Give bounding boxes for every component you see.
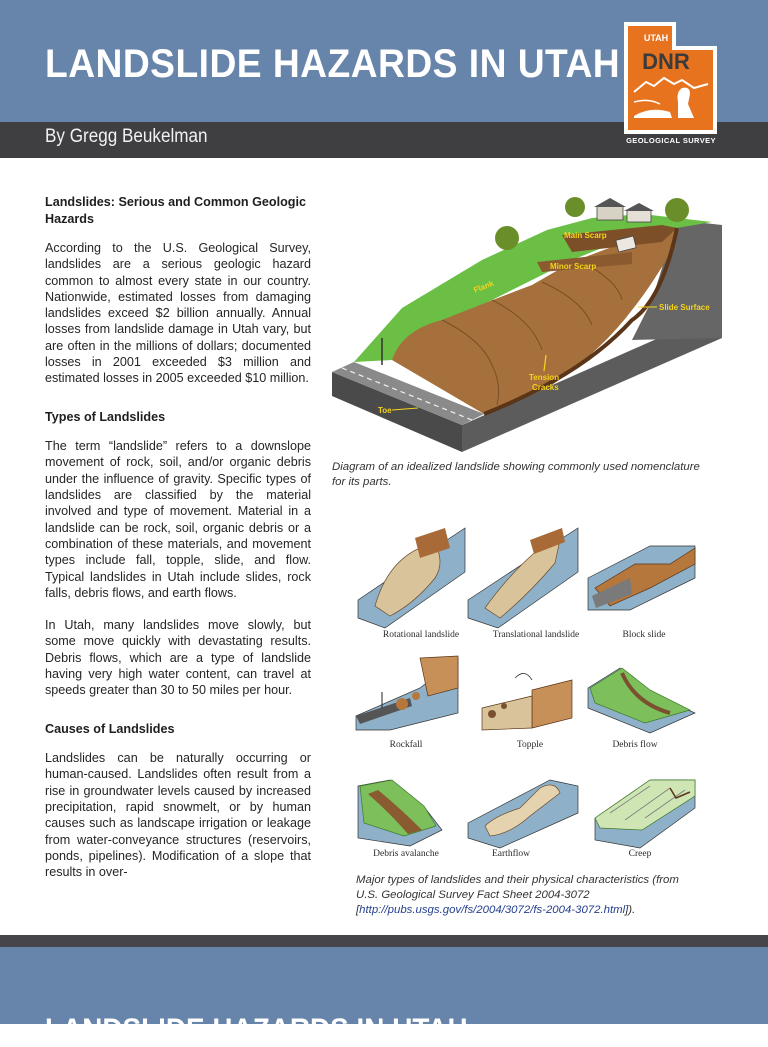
- label-earthflow: Earthflow: [492, 849, 530, 859]
- label-toe: Toe: [378, 406, 392, 415]
- label-tension-cracks-1: Tension: [529, 373, 560, 382]
- label-rotational-landslide: Rotational landslide: [382, 630, 460, 640]
- author-byline: By Gregg Beukelman: [45, 126, 208, 147]
- page-title: LANDSLIDE HAZARDS IN UTAH: [45, 42, 621, 86]
- label-block-slide: Block slide: [622, 630, 666, 640]
- footer-title: LANDSLIDE HAZARDS IN UTAH: [45, 1013, 468, 1046]
- footer-band: [0, 947, 768, 1046]
- paragraph-utah-speed: In Utah, many landslides move slowly, but some move quickly with devastating results. Debris flows, which are a type of landslide having very high water content, can travel at speeds greater than 30 to 50 miles per hour.: [45, 618, 311, 698]
- footer-divider: [0, 935, 768, 947]
- heading-serious-hazards: Landslides: Serious and Common Geologic Hazards: [45, 195, 307, 226]
- paragraph-causes: Landslides can be naturally occurring or human-caused. Landslides often result from a rise in groundwater levels caused by increased precipitation, rapid snowmelt, or by human causes such as landscape irrigation or leakage from water-conveyance structures (reservoirs, ponds, pipelines). Modification of a slope that results in over-: [45, 751, 311, 880]
- thumb-earthflow: [468, 780, 578, 848]
- usgs-fact-sheet-link[interactable]: http://pubs.usgs.gov/fs/2004/3072/fs-2004-3072.html: [359, 904, 626, 916]
- figure2-caption: [356, 873, 701, 918]
- logo-dnr-text: DNR: [642, 49, 690, 74]
- thumb-debris-avalanche: [358, 780, 442, 846]
- label-main-scarp: Main Scarp: [564, 231, 607, 240]
- label-rockfall: Rockfall: [389, 740, 423, 750]
- figure2-caption-end: ]).: [625, 904, 636, 916]
- thumb-block-slide: [588, 546, 695, 610]
- landslide-types-grid: [350, 518, 710, 868]
- logo-utah-text: UTAH: [643, 33, 669, 43]
- diagram-tree-3: [495, 226, 519, 250]
- label-topple: Topple: [516, 740, 544, 750]
- thumb-translational-landslide: [468, 528, 578, 628]
- paragraph-losses: According to the U.S. Geological Survey, landslides are a serious geologic hazard common to almost every state in our country. Nationwide, estimated losses from damaging landslides exceed $2 billion annually. Annual losses from landslide damage in Utah vary, but are often in the millions of dollars; documented losses in 2001 exceeded $3 million and estimated losses in 2005 exceeded $10 million.: [45, 241, 311, 386]
- label-slide-surface: Slide Surface: [659, 303, 710, 312]
- thumb-rockfall: [356, 656, 458, 730]
- thumb-rotational-landslide: [358, 528, 465, 628]
- label-minor-scarp: Minor Scarp: [550, 262, 597, 271]
- landslide-block-diagram: [332, 190, 732, 455]
- utah-dnr-logo: [620, 20, 721, 148]
- heading-types: Types of Landslides: [45, 409, 166, 424]
- diagram-tree-1: [565, 197, 585, 217]
- figure1-caption: Diagram of an idealized landslide showing commonly used nomenclature for its parts.: [332, 461, 700, 488]
- figure2-caption-text: Major types of landslides and their physical characteristics (from U.S. Geological Survey Fact Sheet 2004-3072 [: [356, 874, 679, 916]
- thumb-debris-flow: [588, 668, 695, 733]
- label-creep: Creep: [628, 849, 652, 859]
- diagram-house-1: [597, 206, 623, 220]
- label-translational-landslide: Translational landslide: [492, 630, 580, 640]
- article-column: [45, 194, 311, 881]
- label-tension-cracks-2: Cracks: [532, 383, 559, 392]
- diagram-tree-2: [665, 198, 689, 222]
- label-debris-avalanche: Debris avalanche: [373, 849, 439, 859]
- paragraph-types: The term “landslide” refers to a downslope movement of rock, soil, and/or organic debris under the influence of gravity. Specific types of landslides are classified by the material involved and type of movement. Material in a landslide can be rock, soil, organic debris or a combination of these materials, and movement types include fall, topple, slide, and flow. Typical landslides in Utah include slides, rock falls, debris flows, and earth flows.: [45, 439, 311, 600]
- label-debris-flow: Debris flow: [612, 740, 658, 750]
- logo-caption: GEOLOGICAL SURVEY: [626, 136, 716, 145]
- label-flank: Flank: [472, 278, 496, 295]
- thumb-topple: [482, 673, 572, 730]
- heading-causes: Causes of Landslides: [45, 721, 175, 736]
- thumb-creep: [595, 780, 695, 848]
- diagram-house-2: [627, 210, 651, 222]
